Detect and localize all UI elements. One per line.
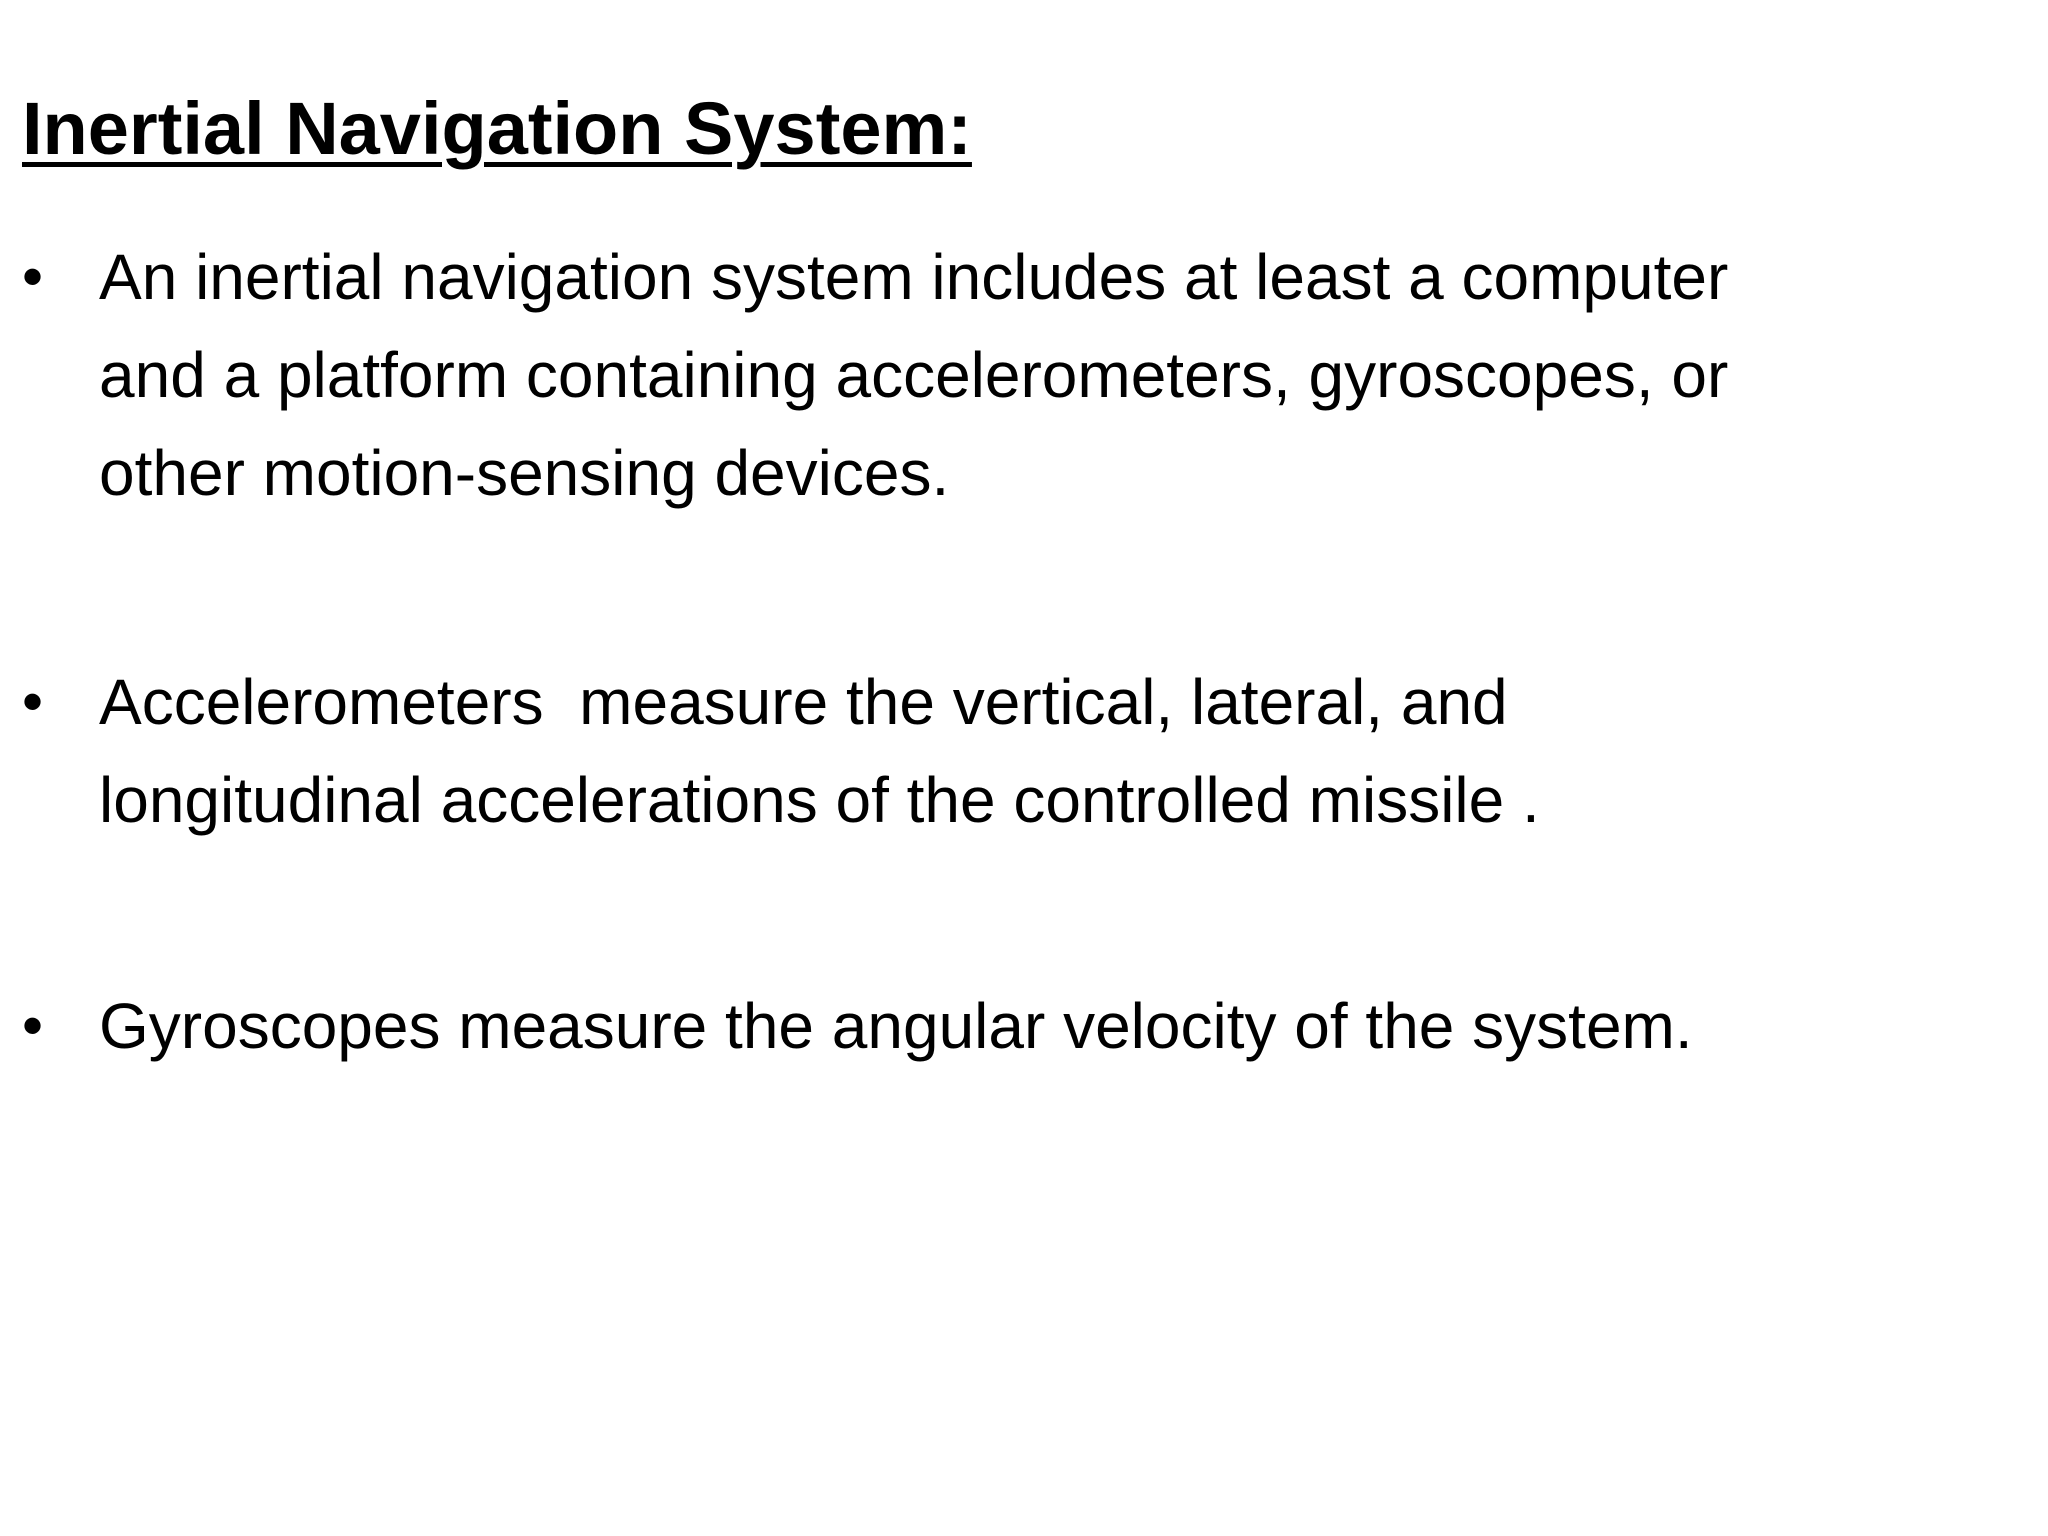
bullet-text <box>99 653 2019 849</box>
bullet-text <box>99 228 2019 522</box>
bullet-dot-icon: • <box>22 992 44 1059</box>
slide-title: Inertial Navigation System: <box>22 87 972 170</box>
bullet-text <box>99 977 2019 1075</box>
bullet-line: and a platform containing accelerometers, gyroscopes, or <box>99 339 1729 411</box>
bullet-dot-icon: • <box>22 243 44 310</box>
bullet-line: Gyroscopes measure the angular velocity of the system. <box>99 990 1693 1062</box>
bullet-line: other motion-sensing devices. <box>99 437 950 509</box>
bullet-line: An inertial navigation system includes at least a computer <box>99 241 1729 313</box>
bullet-line: Accelerometers measure the vertical, lateral, and <box>99 666 1508 738</box>
bullet-line: longitudinal accelerations of the controlled missile . <box>99 764 1540 836</box>
bullet-dot-icon: • <box>22 668 44 735</box>
